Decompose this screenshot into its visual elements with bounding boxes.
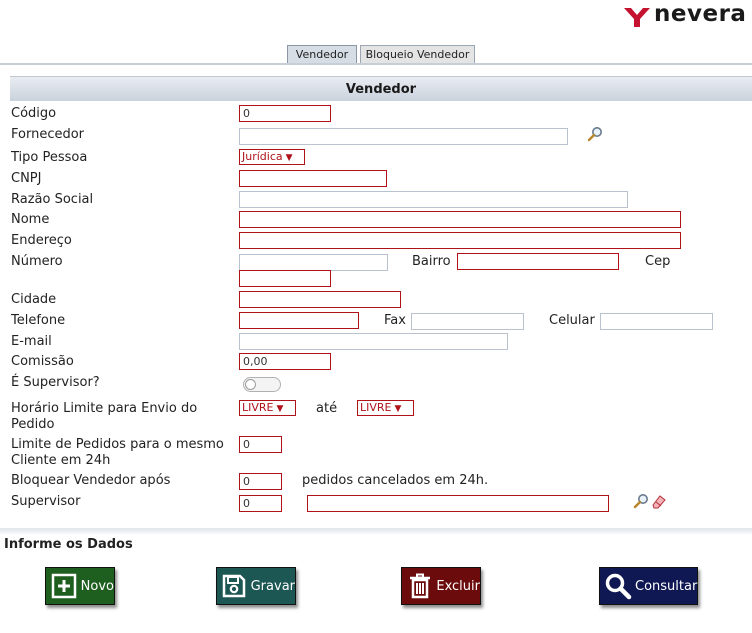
nome-label: Nome	[11, 212, 50, 227]
chevron-down-icon: ▼	[285, 153, 293, 163]
horario-to-value: LIVRE	[360, 401, 392, 414]
footer-title: Informe os Dados	[4, 537, 133, 552]
bloquear-label: Bloquear Vendedor após	[11, 473, 171, 488]
numero-input[interactable]	[239, 254, 388, 271]
telefone-label: Telefone	[11, 313, 66, 328]
codigo-label: Código	[11, 106, 57, 121]
fax-input[interactable]	[411, 313, 524, 330]
toggle-knob	[245, 379, 256, 390]
search-icon	[604, 572, 632, 600]
novo-button[interactable]	[45, 567, 115, 605]
endereco-label: Endereço	[11, 233, 72, 248]
tab-vendedor[interactable]: Vendedor	[287, 45, 357, 63]
search-icon[interactable]	[587, 126, 603, 142]
cep-input[interactable]	[239, 270, 331, 287]
supervisor-label: Supervisor	[11, 494, 81, 509]
horario-label-line2: Pedido	[11, 417, 55, 432]
celular-label: Celular	[549, 313, 595, 328]
fornecedor-label: Fornecedor	[11, 127, 85, 142]
razao-social-label: Razão Social	[11, 192, 94, 207]
bairro-label: Bairro	[412, 254, 451, 269]
chevron-down-icon: ▼	[276, 404, 284, 414]
search-icon[interactable]	[633, 493, 649, 509]
cidade-label: Cidade	[11, 292, 57, 307]
tab-bloqueio-vendedor[interactable]: Bloqueio Vendedor	[360, 45, 475, 63]
trash-icon	[406, 572, 433, 600]
horario-from-select[interactable]	[239, 400, 296, 416]
bloquear-input[interactable]: 0	[239, 473, 282, 490]
brand-name: nevera	[654, 1, 747, 27]
cnpj-label: CNPJ	[11, 171, 42, 186]
brand-logo	[622, 1, 747, 29]
cnpj-input[interactable]	[239, 170, 387, 187]
plus-icon	[50, 572, 78, 600]
save-icon	[221, 572, 248, 600]
numero-label: Número	[11, 254, 63, 269]
limite-pedidos-input[interactable]: 0	[239, 436, 282, 453]
excluir-button-label: Excluir	[436, 578, 480, 594]
horario-label-line1: Horário Limite para Envio do	[11, 401, 198, 416]
consultar-button[interactable]	[599, 567, 698, 605]
supervisor-name-input[interactable]	[307, 495, 609, 512]
limite-label-line2: Cliente em 24h	[11, 453, 111, 468]
supervisor-code-input[interactable]: 0	[239, 495, 282, 512]
gravar-button-label: Gravar	[250, 578, 295, 594]
fornecedor-input[interactable]	[239, 128, 568, 145]
cidade-input[interactable]	[239, 291, 401, 308]
fax-label: Fax	[384, 313, 406, 328]
novo-button-label: Novo	[80, 578, 114, 594]
consultar-button-label: Consultar	[635, 578, 698, 594]
gravar-button[interactable]	[216, 567, 296, 605]
celular-input[interactable]	[600, 313, 713, 330]
email-input[interactable]	[239, 333, 508, 350]
cep-label: Cep	[645, 254, 671, 269]
nome-input[interactable]	[239, 211, 681, 228]
supervisor-toggle[interactable]	[243, 377, 281, 392]
ate-label: até	[316, 401, 338, 416]
chevron-down-icon: ▼	[394, 404, 402, 414]
tab-bar-line	[0, 63, 752, 65]
horario-from-value: LIVRE	[242, 401, 274, 414]
eraser-icon[interactable]	[651, 494, 667, 509]
footer-divider	[0, 528, 752, 534]
comissao-label: Comissão	[11, 354, 74, 369]
tipo-pessoa-label: Tipo Pessoa	[11, 150, 88, 165]
telefone-input[interactable]	[239, 312, 359, 329]
email-label: E-mail	[11, 334, 52, 349]
comissao-input[interactable]: 0,00	[239, 353, 331, 370]
endereco-input[interactable]	[239, 232, 681, 249]
section-title: Vendedor	[345, 82, 417, 97]
bairro-input[interactable]	[457, 253, 619, 270]
razao-social-input[interactable]	[239, 191, 628, 208]
codigo-input[interactable]: 0	[239, 105, 331, 122]
limite-label-line1: Limite de Pedidos para o mesmo	[11, 437, 224, 452]
brand-mark-icon	[622, 6, 652, 28]
tipo-pessoa-value: Jurídica	[242, 150, 283, 163]
tipo-pessoa-select[interactable]	[239, 149, 305, 165]
bloquear-suffix: pedidos cancelados em 24h.	[302, 473, 489, 488]
supervisor-toggle-label: É Supervisor?	[11, 375, 100, 390]
excluir-button[interactable]	[401, 567, 481, 605]
horario-to-select[interactable]	[357, 400, 414, 416]
